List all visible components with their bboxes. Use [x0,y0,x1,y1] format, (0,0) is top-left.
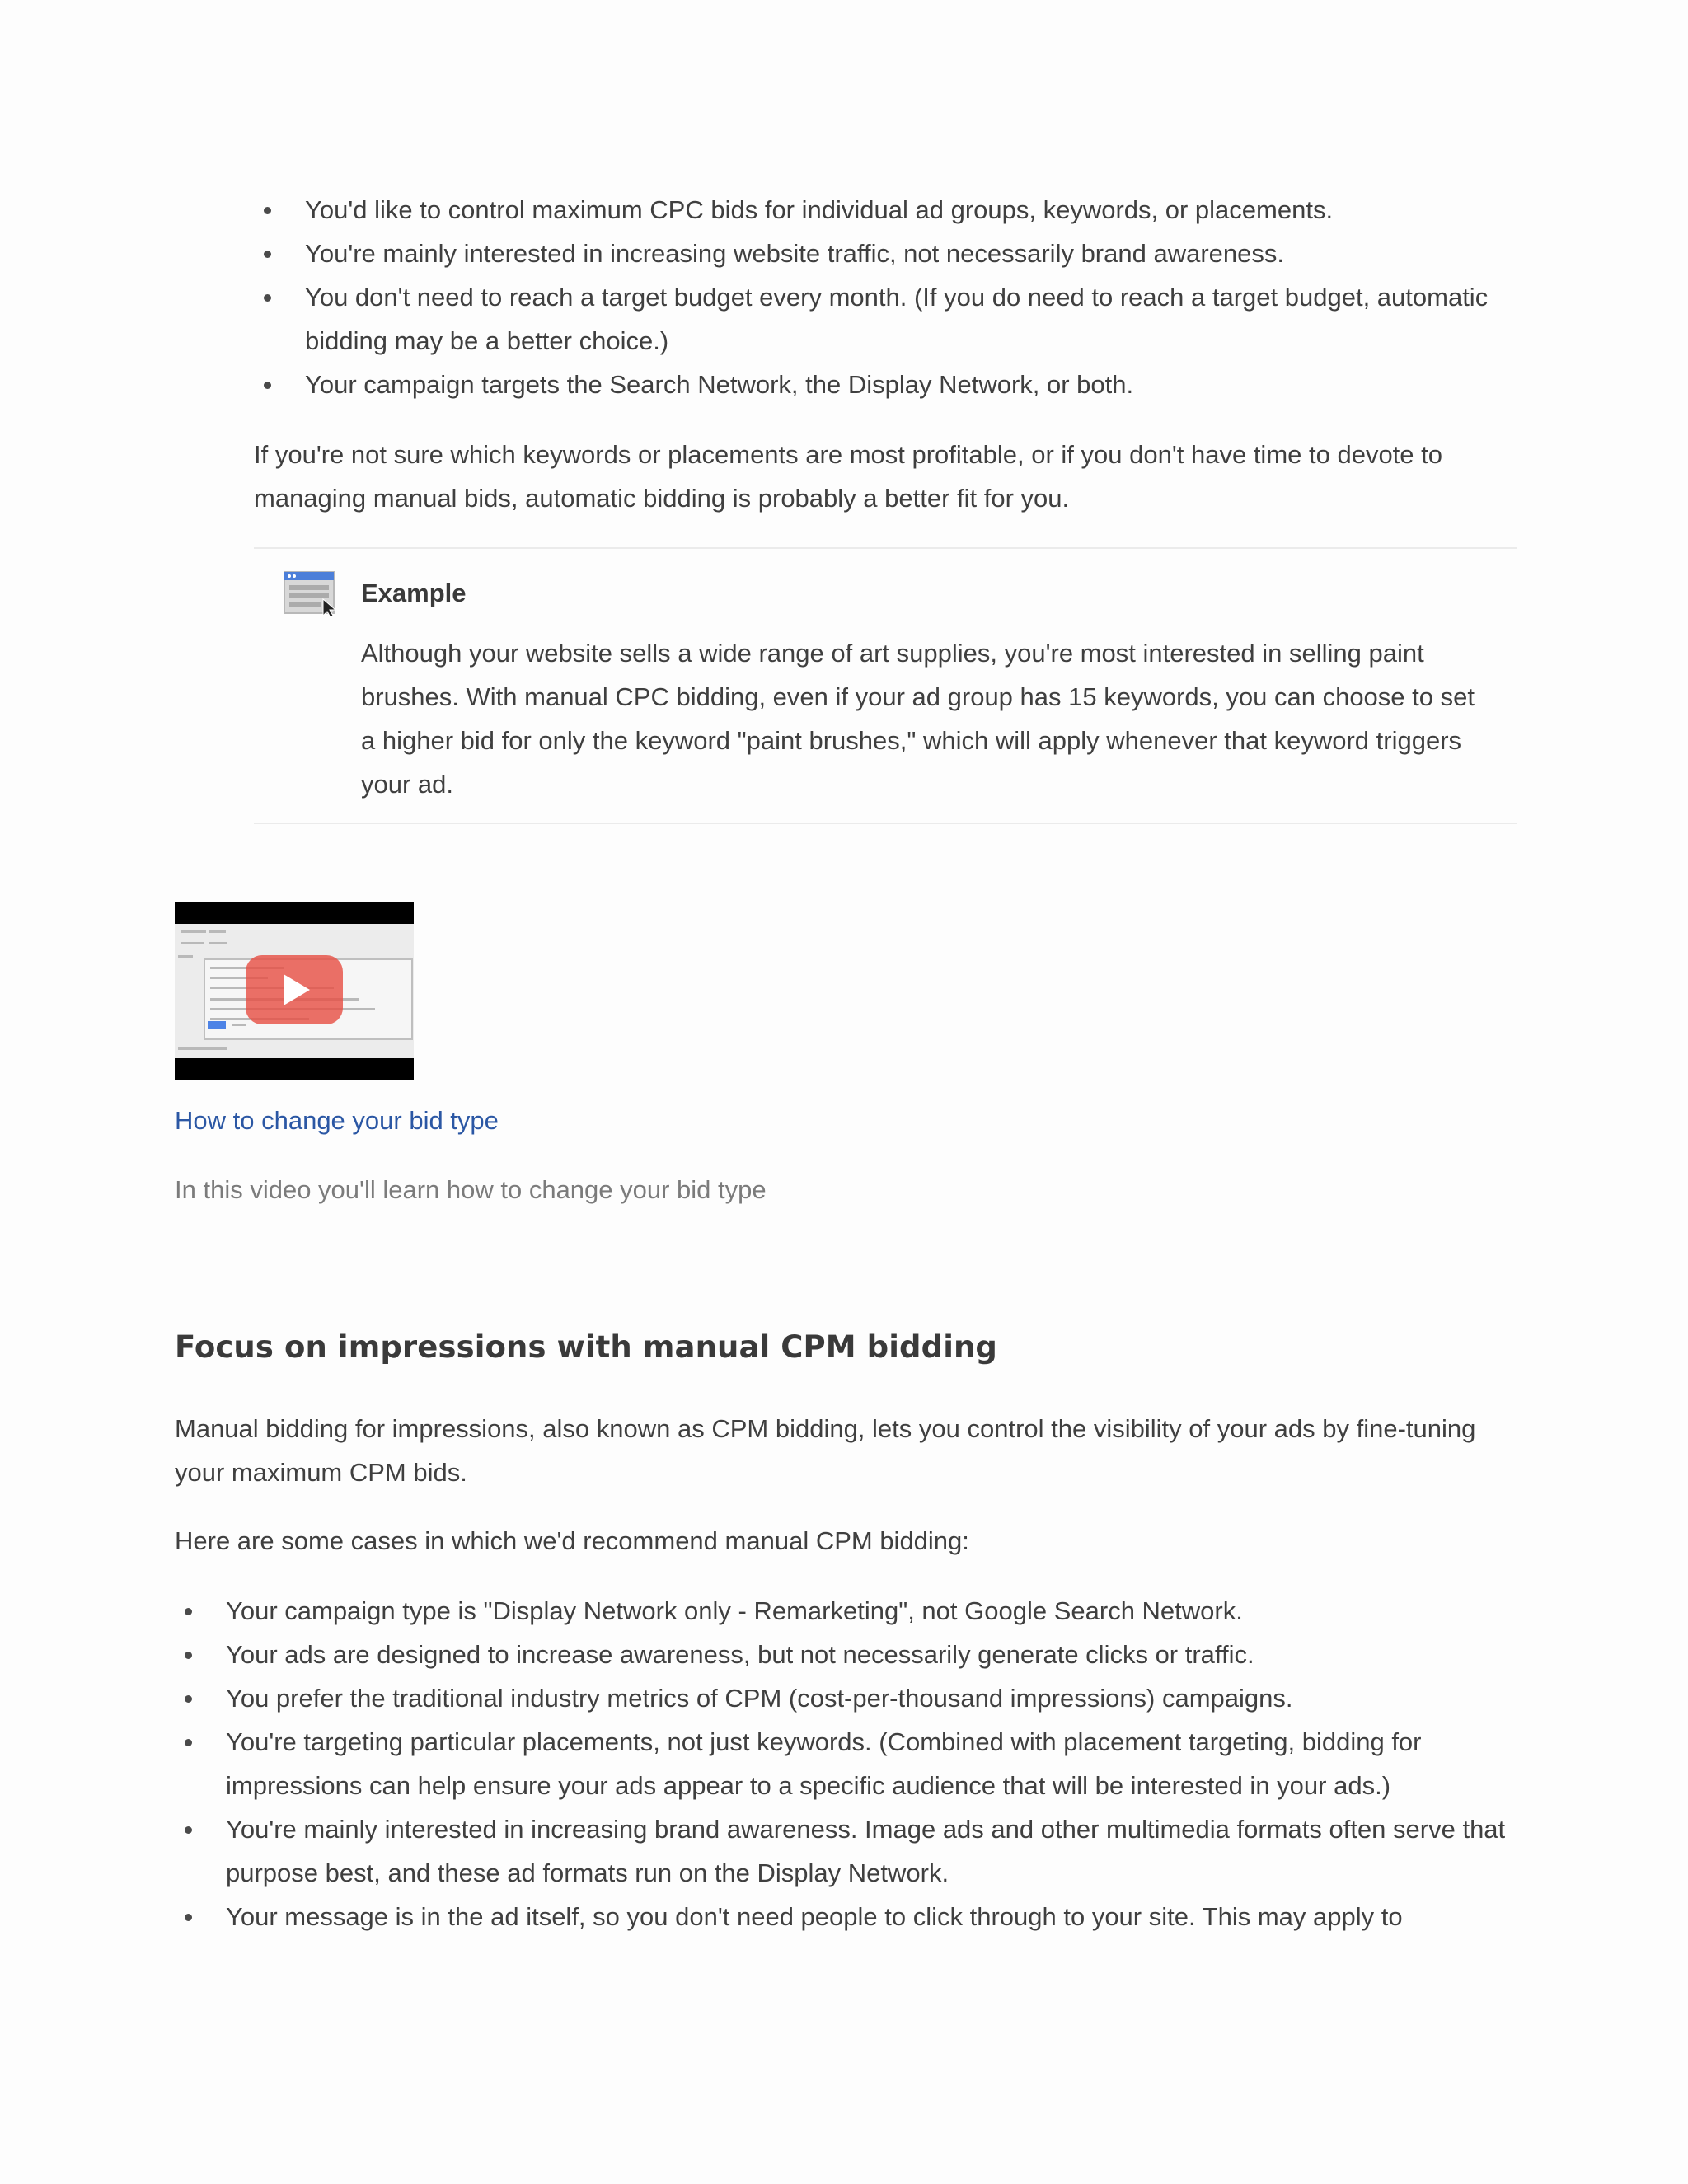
list-item: You'd like to control maximum CPC bids for individual ad groups, keywords, or placements. [254,188,1540,232]
example-body: Although your website sells a wide range of art supplies, you're most interested in selling paint brushes. With manual CPC bidding, even if your ad group has 15 keywords, you can choose to set a higher bid for only the keyword "paint brushes," which will apply whenever that keyword triggers your ad. [361,639,1475,799]
top-bullet-list [254,188,1540,406]
video-dialog-button [208,1021,226,1029]
list-item: Your message is in the ad itself, so you don't need people to click through to your site. This may apply to [175,1895,1518,1938]
intro-paragraph: If you're not sure which keywords or placements are most profitable, or if you don't have time to devote to managing manual bids, automatic bidding is probably a better fit for you. [254,440,1442,513]
list-item: You don't need to reach a target budget every month. (If you do need to reach a target budget, automatic bidding may be a better choice.) [254,275,1492,363]
section-paragraph: Manual bidding for impressions, also known as CPM bidding, lets you control the visibility of your ads by fine-tuning your maximum CPM bids. [175,1414,1476,1487]
list-item: Your ads are designed to increase awareness, but not necessarily generate clicks or traffic. [175,1633,1518,1676]
list-item: You're targeting particular placements, not just keywords. (Combined with placement targeting, bidding for impressions can help ensure your ads appear to a specific audience that will be interested in your ads.) [175,1720,1518,1807]
section-heading: Focus on impressions with manual CPM bidding [175,1329,997,1365]
list-item: You're mainly interested in increasing brand awareness. Image ads and other multimedia formats often serve that purpose best, and these ad formats run on the Display Network. [175,1807,1518,1895]
video-title-link[interactable]: How to change your bid type [175,1106,499,1135]
example-icon [284,571,338,617]
cpm-bullet-list [175,1589,1518,1938]
video-thumbnail[interactable] [175,902,414,1080]
list-item: Your campaign targets the Search Network, the Display Network, or both. [254,363,1540,406]
example-top-divider [254,547,1517,549]
play-icon[interactable] [246,955,343,1024]
list-item: Your campaign type is "Display Network only - Remarketing", not Google Search Network. [175,1589,1518,1633]
example-title: Example [361,579,467,607]
list-item: You're mainly interested in increasing website traffic, not necessarily brand awareness. [254,232,1540,275]
list-item: You prefer the traditional industry metrics of CPM (cost-per-thousand impressions) campaigns. [175,1676,1518,1720]
example-bottom-divider [254,823,1517,824]
cases-intro: Here are some cases in which we'd recommend manual CPM bidding: [175,1526,969,1555]
video-description: In this video you'll learn how to change your bid type [175,1175,767,1204]
